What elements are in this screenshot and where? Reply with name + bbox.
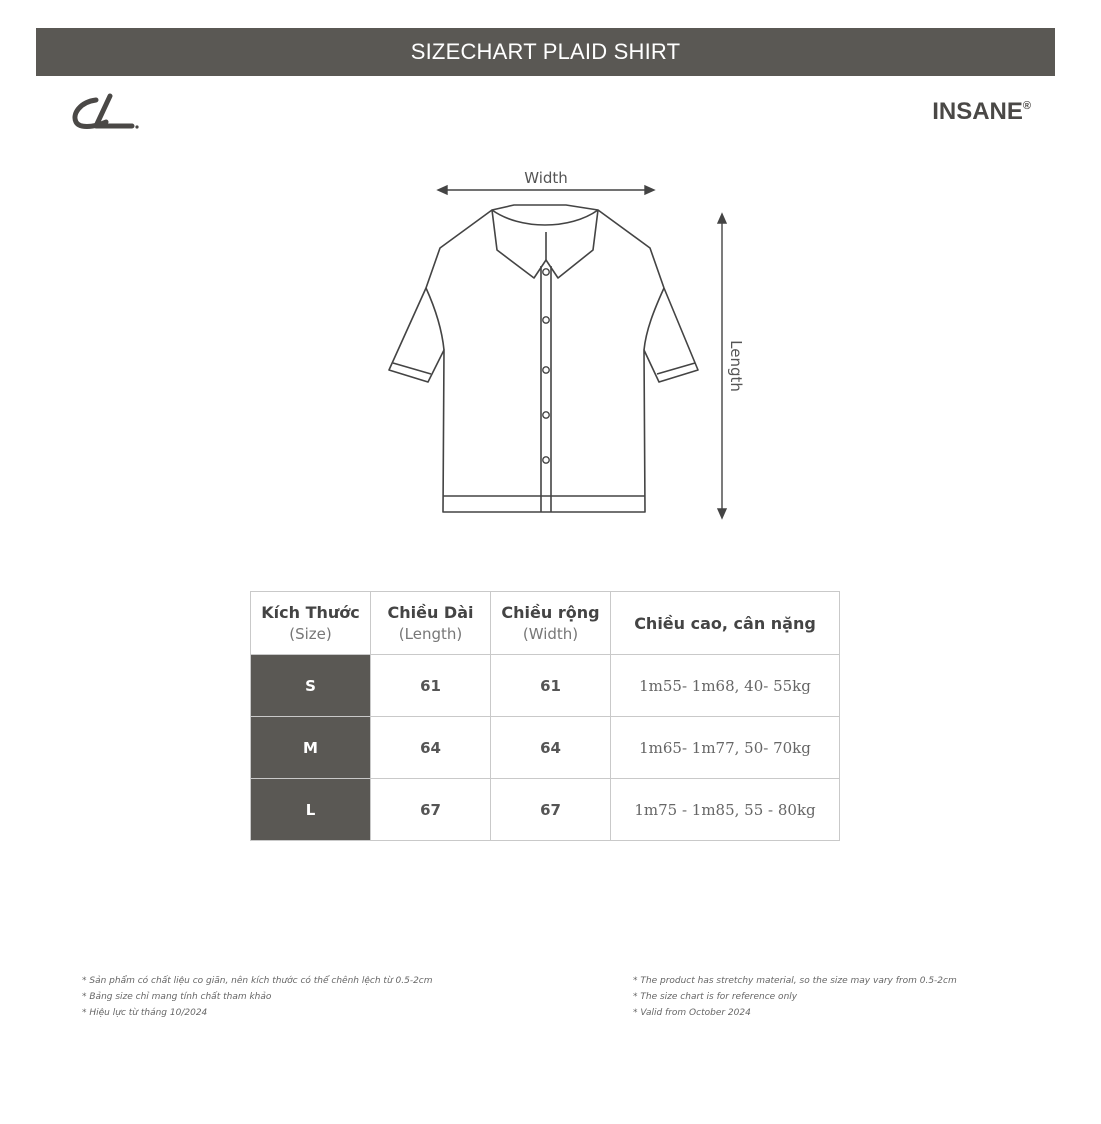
note-item: * The size chart is for reference only	[633, 989, 957, 1005]
note-item: * Bảng size chỉ mang tính chất tham khảo	[82, 989, 433, 1005]
note-item: * The product has stretchy material, so the size may vary from 0.5-2cm	[633, 973, 957, 989]
header-length: Chiều Dài (Length)	[371, 592, 491, 655]
size-cell: S	[251, 655, 371, 717]
table-row	[251, 717, 840, 779]
shirt-buttons	[543, 269, 549, 463]
header-size: Kích Thước (Size)	[251, 592, 371, 655]
notes-english	[633, 973, 957, 1021]
size-cell: M	[251, 717, 371, 779]
header-height-weight: Chiều cao, cân nặng	[611, 592, 840, 655]
header-width: Chiều rộng (Width)	[491, 592, 611, 655]
shirt-outline	[389, 205, 698, 512]
width-arrow	[438, 186, 654, 194]
table-row	[251, 655, 840, 717]
insane-logo-icon	[66, 92, 144, 134]
notes-vietnamese	[82, 973, 433, 1021]
width-cell: 61	[491, 655, 611, 717]
length-cell: 64	[371, 717, 491, 779]
length-cell: 61	[371, 655, 491, 717]
table-row	[251, 779, 840, 841]
page-title: SIZECHART PLAID SHIRT	[410, 39, 681, 64]
fit-cell: 1m65- 1m77, 50- 70kg	[611, 717, 840, 779]
width-label: Width	[524, 169, 568, 187]
page-header	[36, 28, 1055, 76]
length-cell: 67	[371, 779, 491, 841]
size-table	[250, 591, 840, 841]
note-item: * Sản phẩm có chất liệu co giãn, nên kích thước có thể chênh lệch từ 0.5-2cm	[82, 973, 433, 989]
length-arrow	[718, 214, 726, 518]
width-cell: 67	[491, 779, 611, 841]
fit-cell: 1m75 - 1m85, 55 - 80kg	[611, 779, 840, 841]
size-cell: L	[251, 779, 371, 841]
fit-cell: 1m55- 1m68, 40- 55kg	[611, 655, 840, 717]
width-cell: 64	[491, 717, 611, 779]
note-item: * Hiệu lực từ tháng 10/2024	[82, 1005, 433, 1021]
length-label: Length	[727, 340, 745, 392]
table-header-row	[251, 592, 840, 655]
shirt-diagram	[380, 160, 760, 530]
brand-name: INSANE®	[932, 98, 1031, 125]
note-item: * Valid from October 2024	[633, 1005, 957, 1021]
